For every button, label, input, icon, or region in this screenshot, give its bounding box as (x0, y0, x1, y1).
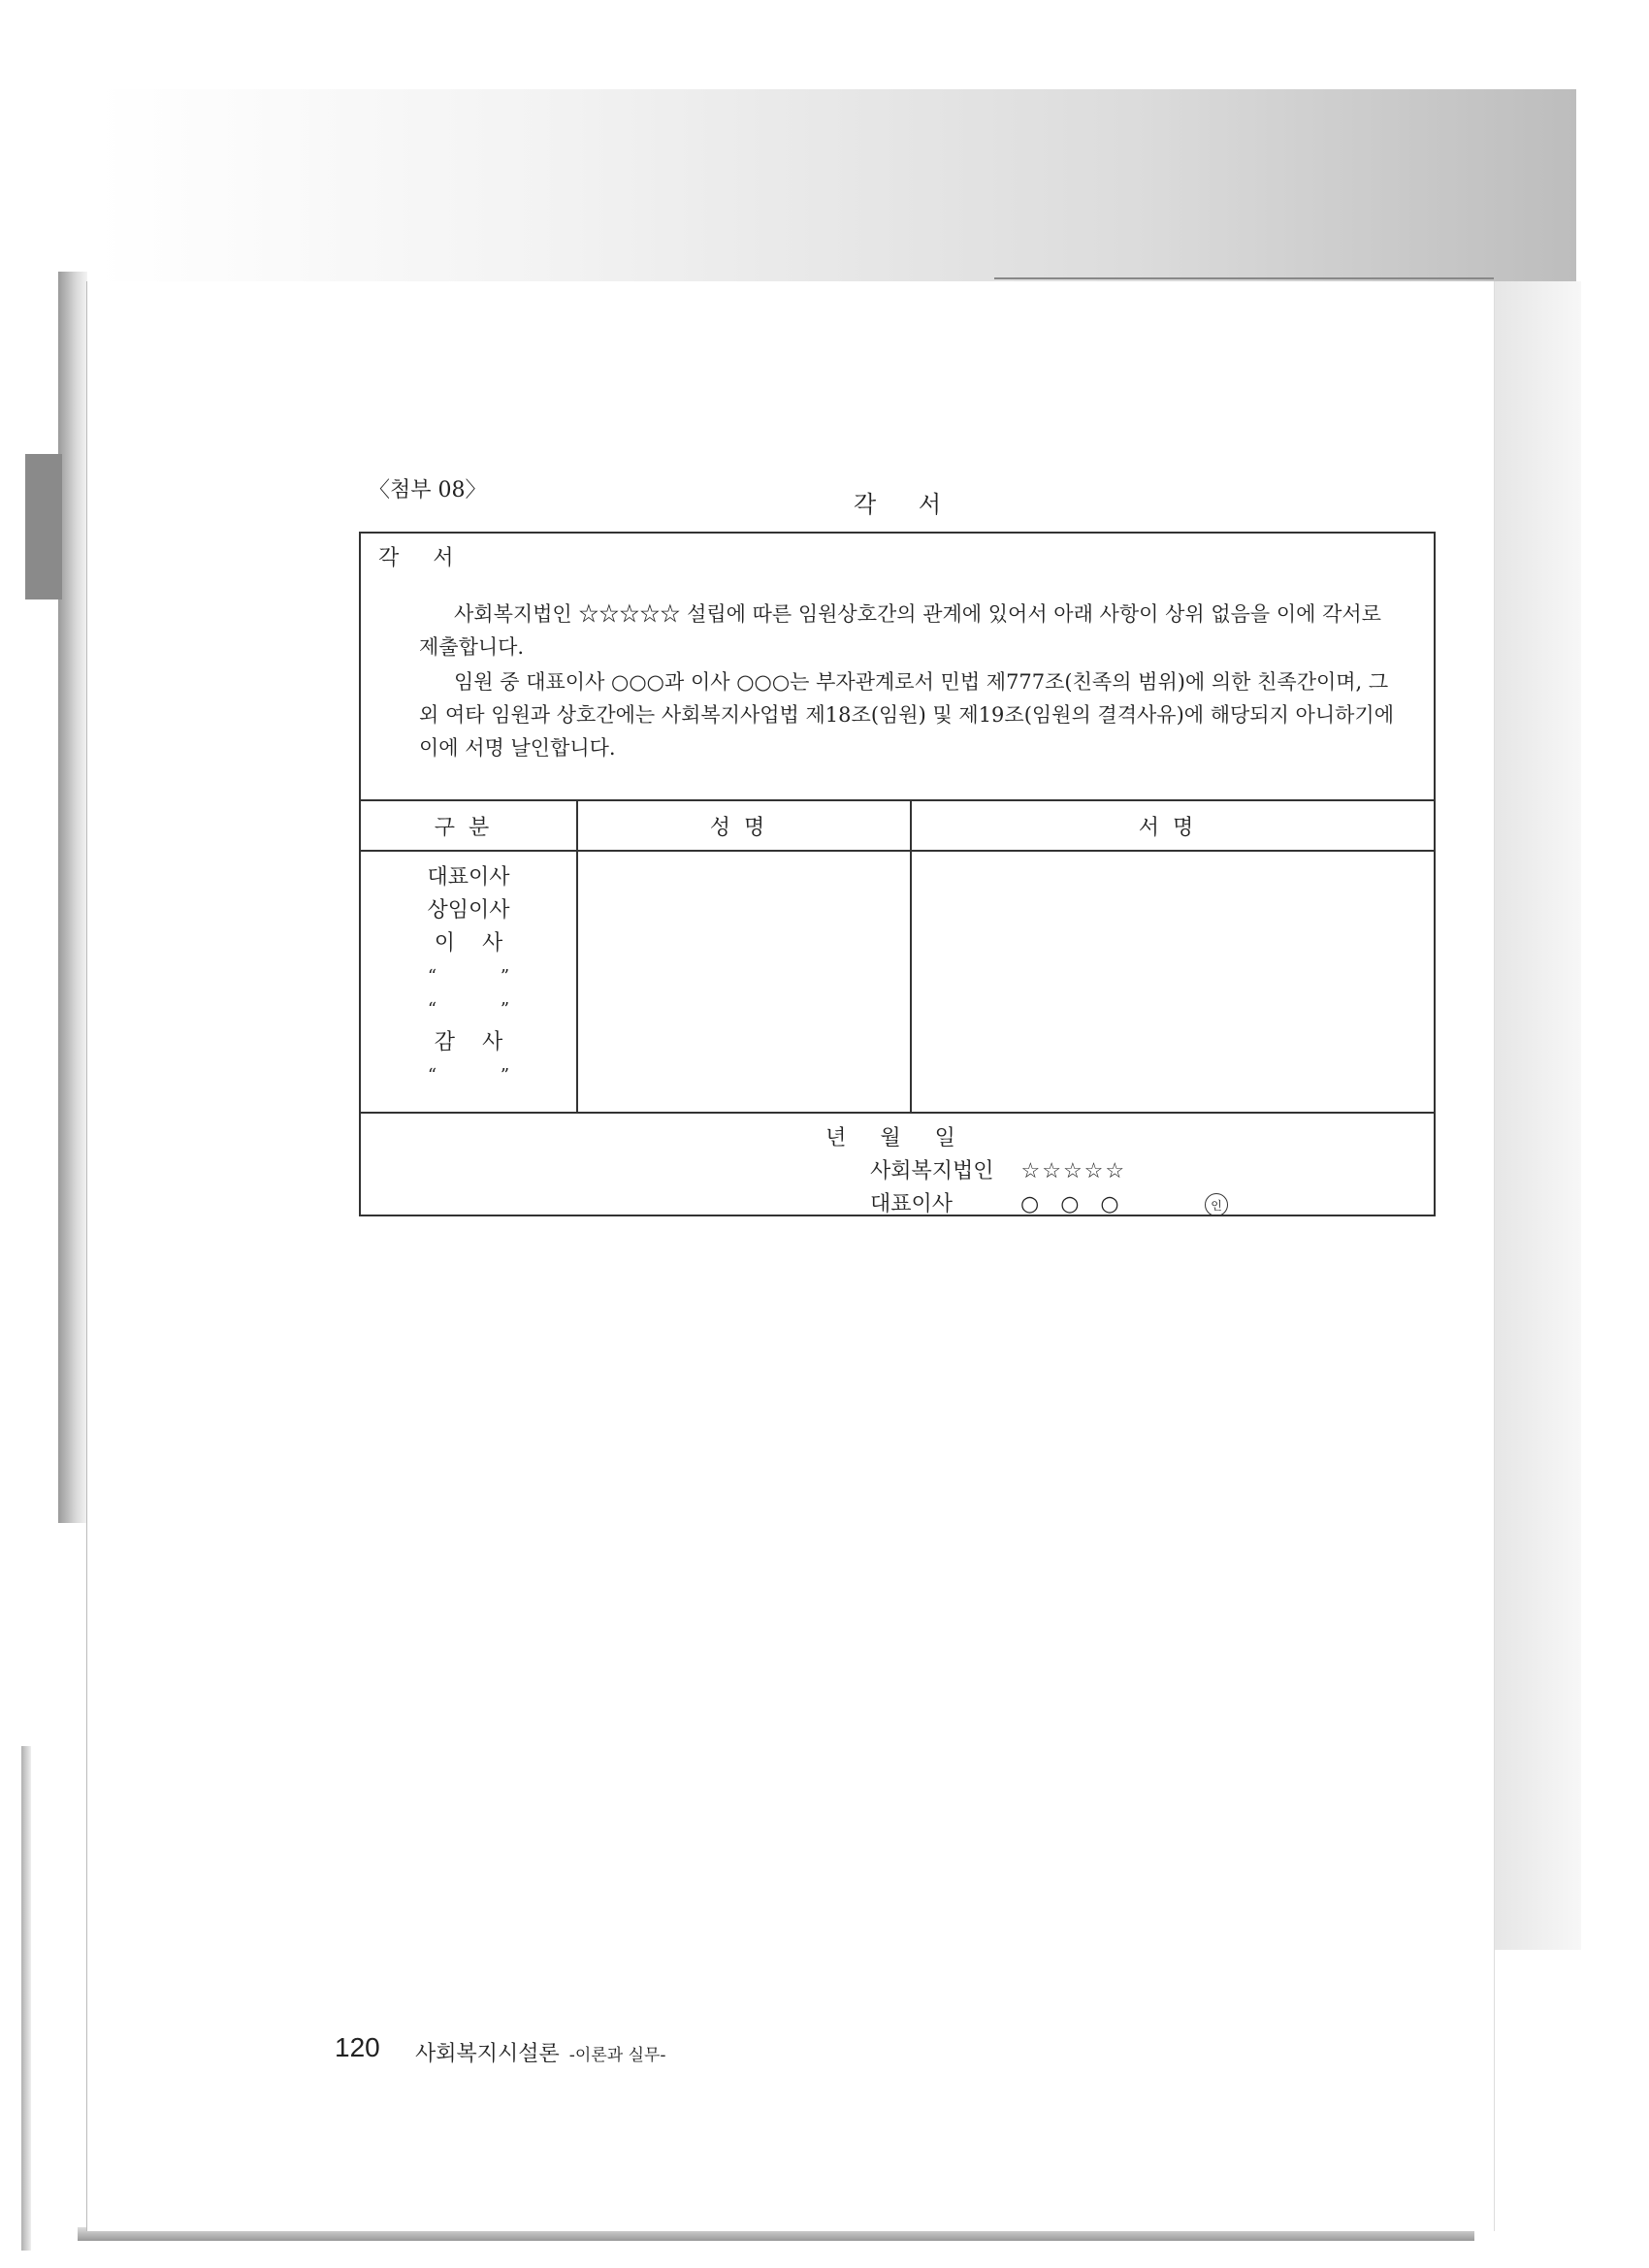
header-divider (361, 850, 1434, 852)
signature-table (361, 799, 1434, 1114)
form-heading: 각 서 (378, 546, 468, 570)
role-list (361, 861, 576, 1092)
document-title: 각 서 (854, 491, 958, 518)
role-item: 대표이사 (427, 865, 510, 890)
date-line: 년 월 일 (825, 1126, 969, 1150)
column-divider (576, 801, 578, 1112)
representative-name: ○○○ (1020, 1192, 1141, 1216)
pledge-form (359, 532, 1436, 1216)
pledge-paragraph-2: 임원 중 대표이사 ○○○과 이사 ○○○는 부자관계로서 민법 제777조(친족의 범위)에 의한 친족간이며, 그 외 여타 임원과 상호간에는 사회복지사업법 제18조(임원) 및 제19조(임원의 결격사유)에 해당되지 아니하기에 이에 서명 날인합니다. (419, 670, 1394, 760)
book-subtitle: -이론과 실무- (568, 2046, 666, 2065)
page-edge-line (994, 277, 1494, 279)
seal-icon: 인 (1205, 1193, 1228, 1216)
attachment-label: 〈첨부 08〉 (369, 478, 487, 502)
pledge-paragraph-1: 사회복지법인 ☆☆☆☆☆ 설립에 따른 임원상호간의 관계에 있어서 아래 사항이 상위 없음을 이에 각서로 제출합니다. (419, 602, 1381, 659)
role-item: “ ” (427, 1065, 539, 1085)
column-divider (910, 801, 912, 1112)
scan-shadow-top (97, 89, 1576, 281)
corporation-name: ☆☆☆☆☆ (1020, 1159, 1127, 1183)
book-title-text: 사회복지시설론 (415, 2042, 560, 2066)
header-signature: 서명 (1138, 816, 1208, 840)
scan-edge-left (58, 272, 87, 1523)
corporation-line (870, 1154, 1126, 1184)
role-item: 상임이사 (427, 898, 510, 923)
header-category: 구분 (434, 816, 503, 840)
role-item: “ ” (427, 966, 539, 987)
scan-shadow-right (1494, 281, 1581, 1950)
role-item: 이사 (434, 931, 531, 956)
corporation-label: 사회복지법인 (870, 1159, 994, 1183)
scan-tab-left (25, 454, 62, 599)
representative-line (870, 1187, 1141, 1217)
role-item: 감사 (434, 1030, 531, 1054)
book-title (415, 2037, 666, 2067)
role-item: “ ” (427, 999, 539, 1020)
page-number: 120 (335, 2032, 380, 2062)
representative-label: 대표이사 (870, 1192, 954, 1216)
header-name: 성명 (709, 816, 779, 840)
scan-edge-left-lower (21, 1746, 31, 2251)
